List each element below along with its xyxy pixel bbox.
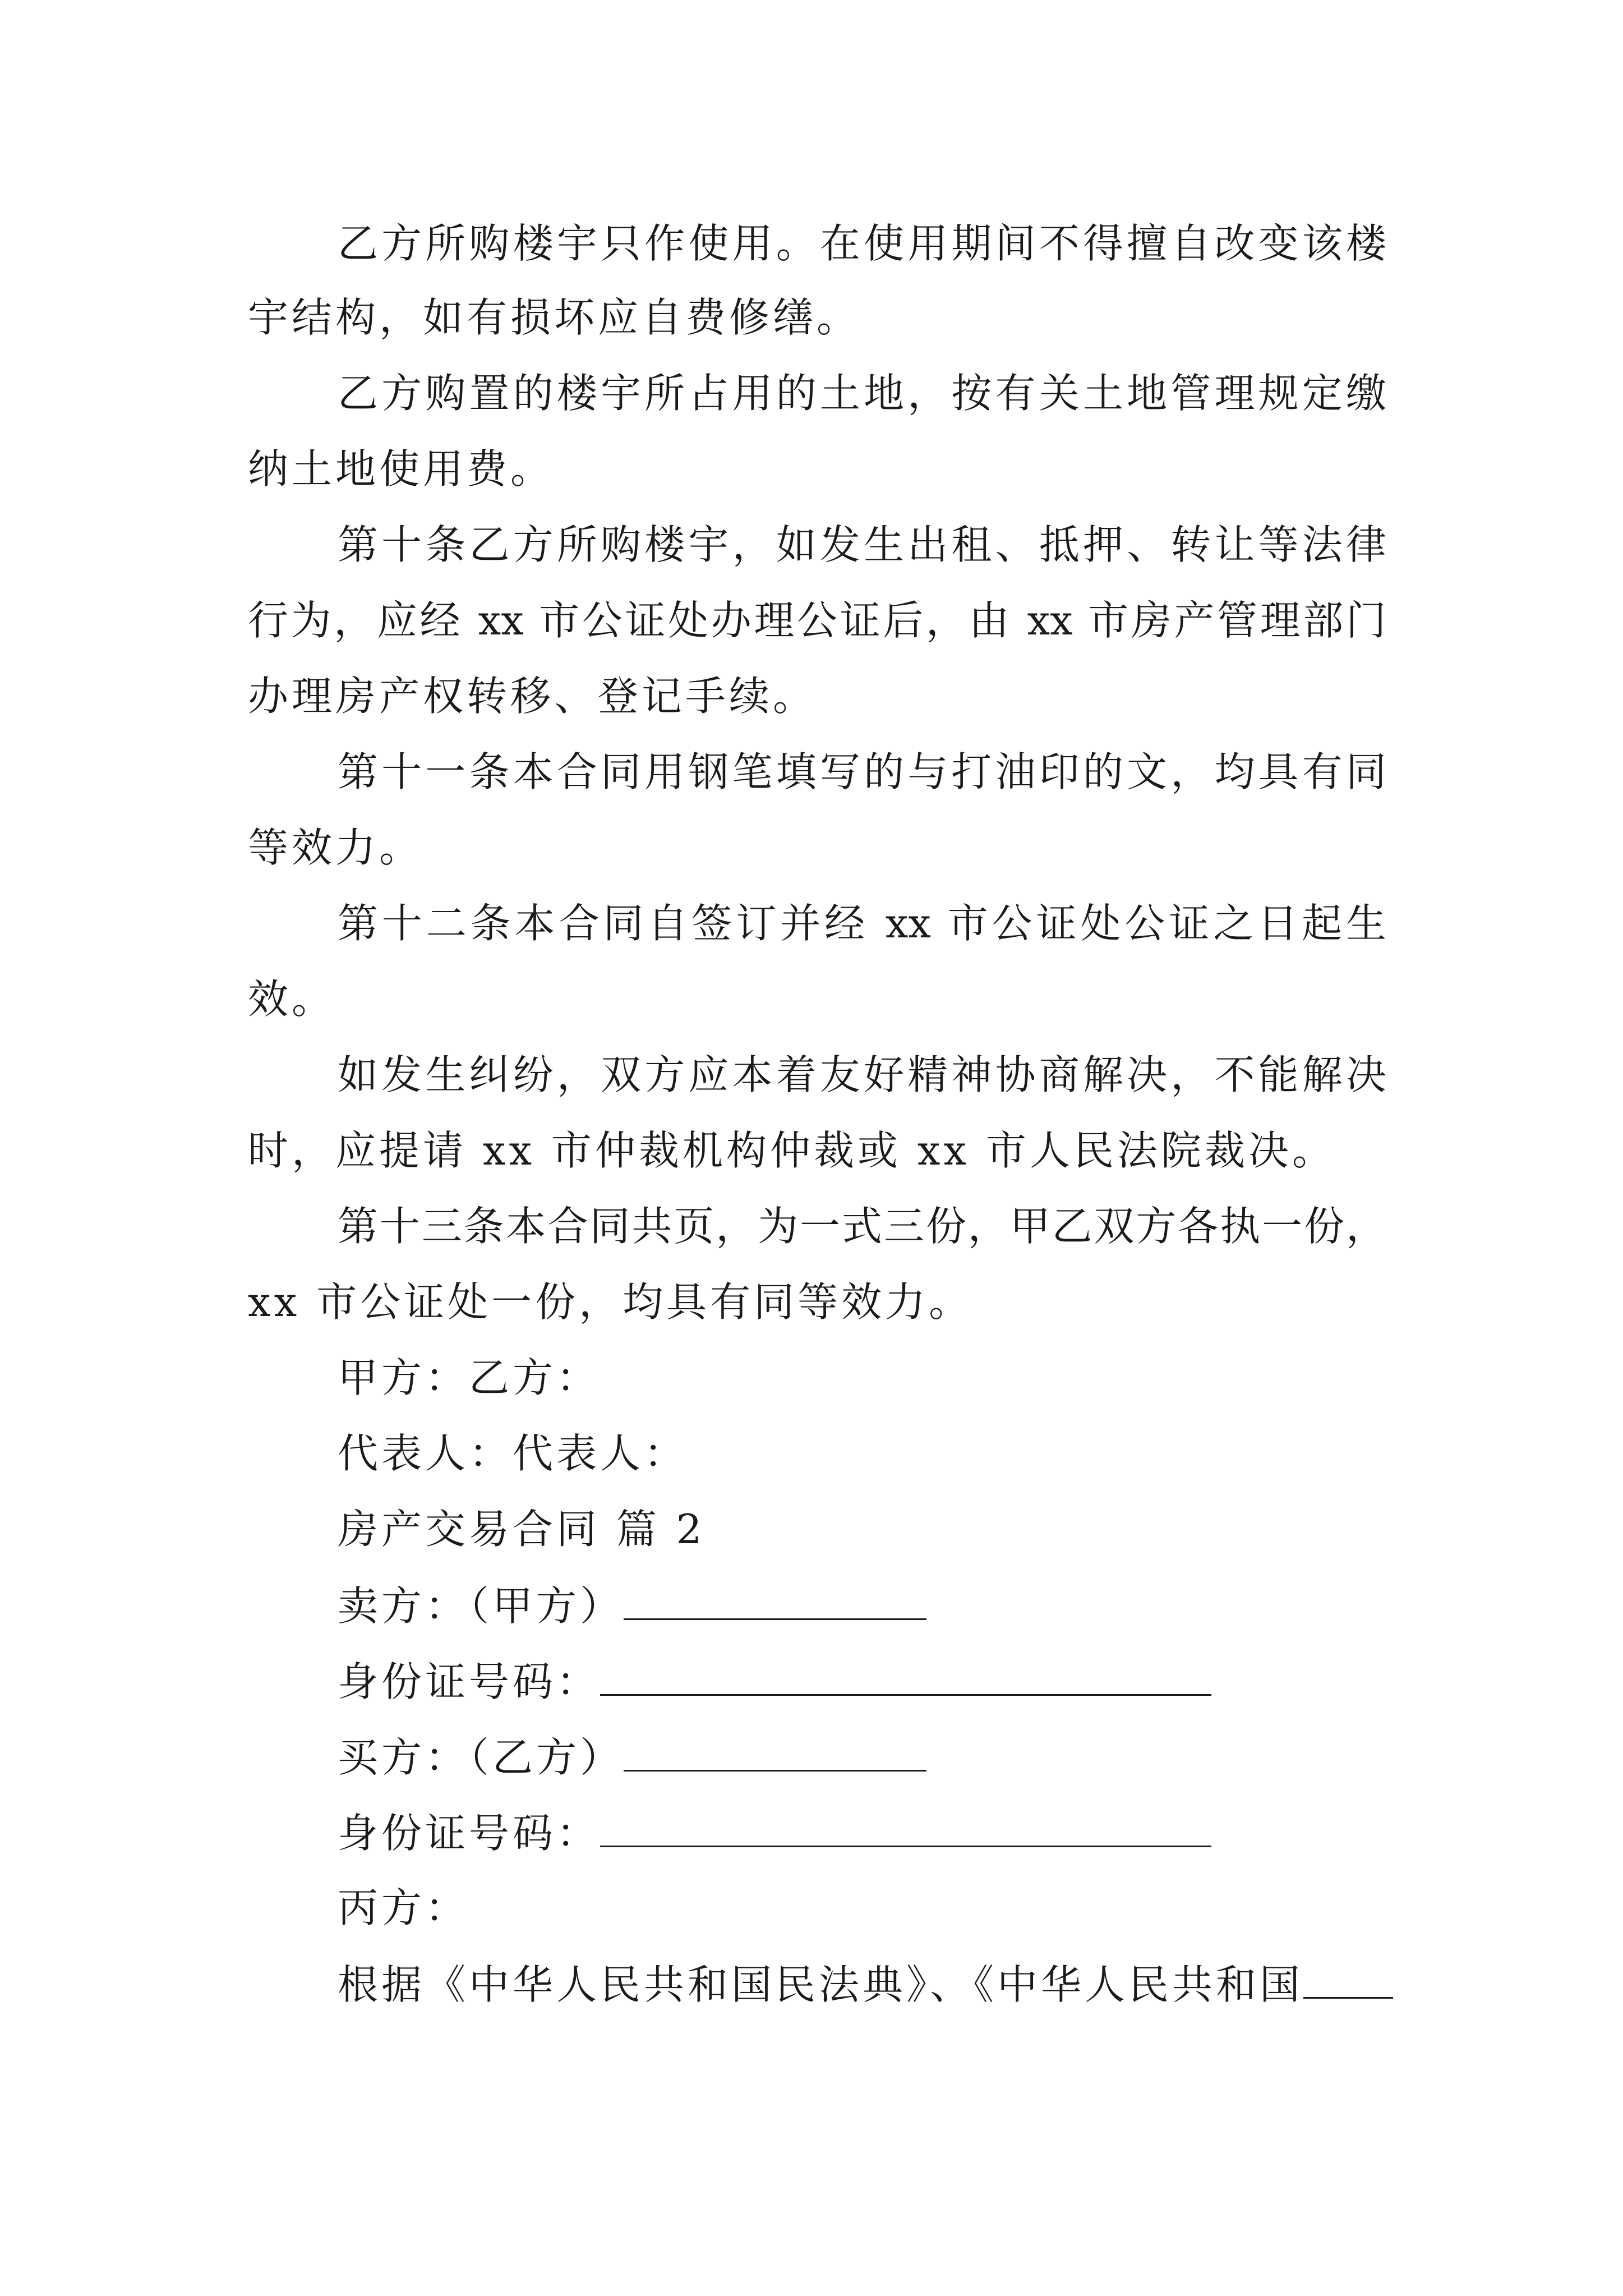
- paragraph-line: 第十条乙方所购楼宇，如发生出租、抵押、转让等法律: [338, 521, 1386, 568]
- paragraph-line: 乙方所购楼宇只作使用。在使用期间不得擅自改变该楼: [338, 220, 1386, 267]
- buyer-id-blank: [600, 1812, 1211, 1847]
- seller-blank: [624, 1585, 926, 1620]
- section-heading: 房产交易合同 篇 2: [338, 1506, 706, 1553]
- signature-party-line: 甲方：乙方：: [338, 1354, 601, 1401]
- paragraph-line: 第十三条本合同共页，为一式三份，甲乙双方各执一份，: [338, 1203, 1386, 1250]
- paragraph-line: 如发生纠纷，双方应本着友好精神协商解决，不能解决: [338, 1051, 1386, 1098]
- buyer-blank: [624, 1736, 926, 1772]
- third-party-line: 丙方：: [338, 1884, 469, 1931]
- legal-basis-blank: [1303, 1963, 1393, 1999]
- paragraph-line: 效。: [248, 976, 336, 1023]
- paragraph-line: 等效力。: [248, 824, 423, 871]
- paragraph-line: 第十一条本合同用钢笔填写的与打油印的文，均具有同: [338, 748, 1386, 795]
- seller-line: [338, 1582, 1386, 1630]
- paragraph-line: 纳土地使用费。: [248, 445, 555, 493]
- representative-line: 代表人：代表人：: [338, 1430, 688, 1477]
- legal-basis-line: [338, 1961, 1386, 2008]
- paragraph-line: 办理房产权转移、登记手续。: [248, 673, 817, 720]
- buyer-id-label: 身份证号码：: [338, 1810, 601, 1857]
- seller-id-blank: [600, 1660, 1211, 1696]
- paragraph-line: 时，应提请 xx 市仲裁机构仲裁或 xx 市人民法院裁决。: [248, 1127, 1336, 1174]
- legal-basis-text: 根据《中华人民共和国民法典》、《中华人民共和国: [338, 1961, 1304, 2008]
- paragraph-line: 宇结构，如有损坏应自费修缮。: [248, 294, 861, 341]
- buyer-id-line: [338, 1810, 1386, 1857]
- seller-id-label: 身份证号码：: [338, 1658, 601, 1705]
- buyer-label: 买方：（乙方）: [338, 1734, 624, 1781]
- paragraph-line: 第十二条本合同自签订并经 xx 市公证处公证之日起生: [338, 900, 1386, 947]
- paragraph-line: xx 市公证处一份，均具有同等效力。: [248, 1278, 973, 1326]
- paragraph-line: 乙方购置的楼宇所占用的土地，按有关土地管理规定缴: [338, 370, 1386, 417]
- seller-id-line: [338, 1658, 1386, 1705]
- paragraph-line: 行为，应经 xx 市公证处办理公证后，由 xx 市房产管理部门: [248, 597, 1386, 644]
- seller-label: 卖方：（甲方）: [338, 1582, 624, 1630]
- buyer-line: [338, 1734, 1386, 1781]
